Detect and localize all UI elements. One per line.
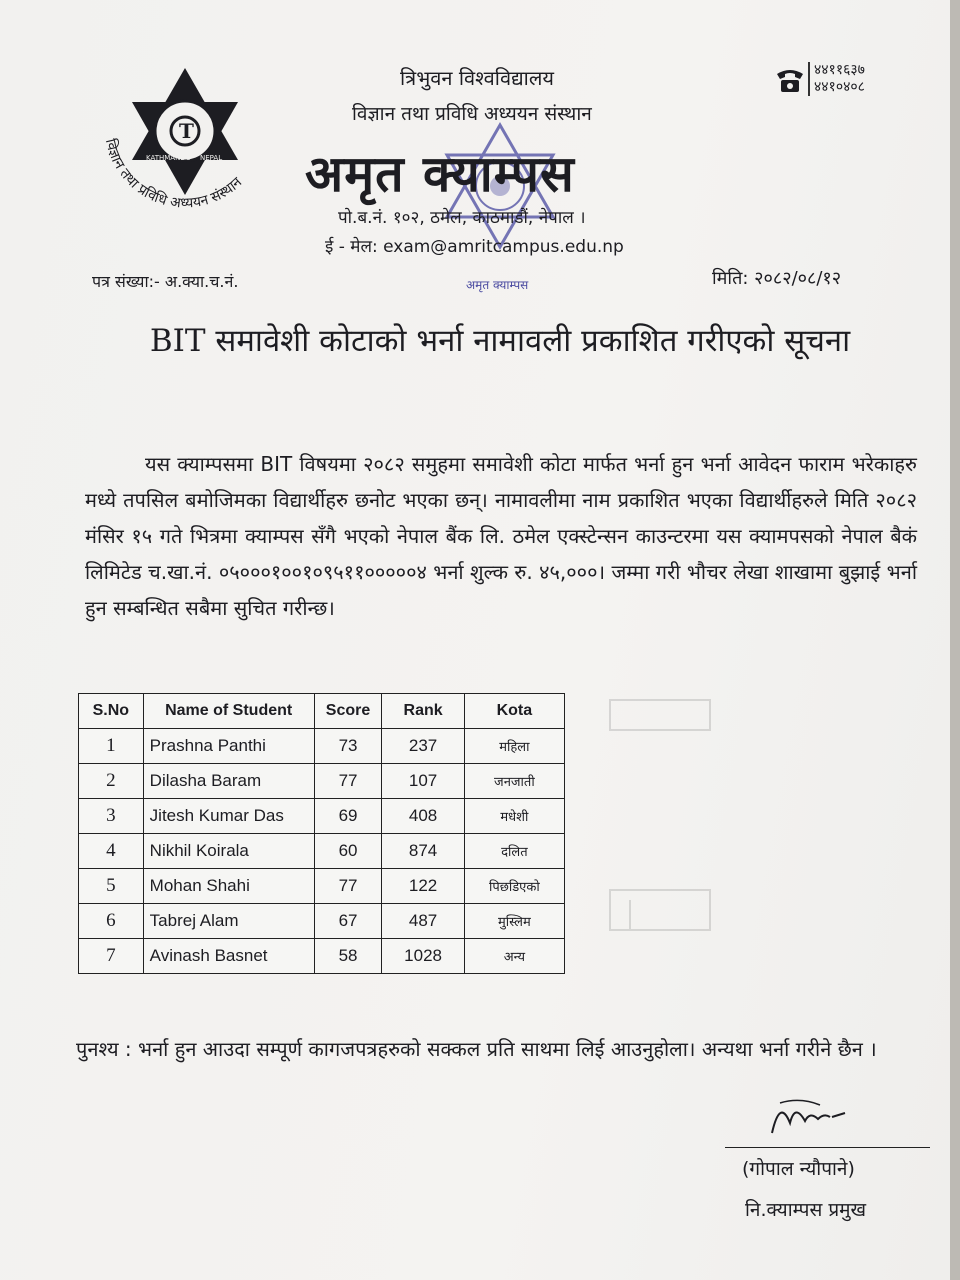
cell-sno: 7 xyxy=(79,939,144,974)
header-name: Name of Student xyxy=(143,694,314,729)
cell-score: 77 xyxy=(314,869,382,904)
cell-rank: 237 xyxy=(382,729,464,764)
institute-name: विज्ञान तथा प्रविधि अध्ययन संस्थान xyxy=(352,103,592,125)
cell-sno: 1 xyxy=(79,729,144,764)
header-score: Score xyxy=(314,694,382,729)
table-row xyxy=(79,904,565,939)
stamp-label: अमृत क्याम्पस xyxy=(466,278,529,292)
cell-score: 58 xyxy=(314,939,382,974)
cell-kota: दलित xyxy=(464,834,564,869)
header-kota: Kota xyxy=(464,694,564,729)
signatory-name: (गोपाल न्यौपाने) xyxy=(742,1158,855,1180)
cell-name: Prashna Panthi xyxy=(143,729,314,764)
cell-score: 69 xyxy=(314,799,382,834)
cell-score: 67 xyxy=(314,904,382,939)
telephone-icon xyxy=(775,66,805,94)
table-row xyxy=(79,799,565,834)
notice-title: BIT समावेशी कोटाको भर्ना नामावली प्रकाशित गरीएको सूचना xyxy=(149,323,851,359)
cell-score: 73 xyxy=(314,729,382,764)
cell-name: Nikhil Koirala xyxy=(143,834,314,869)
notice-date: मिति: २०८२/०८/१२ xyxy=(712,268,842,289)
campus-name: अमृत क्याम्पस xyxy=(305,144,575,203)
logo-nepal: NEPAL xyxy=(200,154,223,162)
cell-rank: 107 xyxy=(382,764,464,799)
cell-kota: जनजाती xyxy=(464,764,564,799)
campus-address: पो.ब.नं. १०२, ठमेल, काठमाडौं, नेपाल । xyxy=(338,208,586,228)
table-row xyxy=(79,764,565,799)
signature-line xyxy=(725,1147,930,1148)
cell-name: Mohan Shahi xyxy=(143,869,314,904)
table-header-row xyxy=(79,694,565,729)
cell-kota: अन्य xyxy=(464,939,564,974)
cell-sno: 5 xyxy=(79,869,144,904)
table-row xyxy=(79,939,565,974)
logo-letter: T xyxy=(179,119,194,143)
signature-mark xyxy=(760,1093,860,1143)
cell-rank: 874 xyxy=(382,834,464,869)
cell-rank: 487 xyxy=(382,904,464,939)
cell-rank: 1028 xyxy=(382,939,464,974)
bleed-through-marks xyxy=(600,690,720,990)
notice-paragraph: यस क्याम्पसमा BIT विषयमा २०८२ समुहमा समावेशी कोटा मार्फत भर्ना हुन भर्ना आवेदन फाराम भरेकाहरु मध्ये तपसिल बमोजिमका विद्यार्थीहरु छनोट भएका छन्। नामावलीमा नाम प्रकाशित भएका विद्यार्थीहरुले मिति २०८२ मंसिर १५ गते भित्रमा क्याम्पस सँगै भएको नेपाल बैंक लि. ठमेल एक्स्टेन्सन काउन्टरमा यस क्यामपसको नेपाल बैकं लिमिटेड च.खा.नं. ०५०००१००१०९५११०००००४ भर्ना शुल्क रु. ४५,०००। जम्मा गरी भौचर लेखा शाखामा बुझाई भर्ना हुन सम्बन्धित सबैमा सुचित गरीन्छ। xyxy=(85,452,917,620)
phone-numbers xyxy=(808,62,865,96)
selected-students-table xyxy=(78,693,565,974)
page-edge xyxy=(950,0,960,1280)
cell-sno: 3 xyxy=(79,799,144,834)
header-rank: Rank xyxy=(382,694,464,729)
cell-kota: मुस्लिम xyxy=(464,904,564,939)
cell-sno: 4 xyxy=(79,834,144,869)
postscript: पुनश्य : भर्ना हुन आउदा सम्पूर्ण कागजपत्रहरुको सक्कल प्रति साथमा लिई आउनुहोला। अन्यथा भर्ना गरीने छैन । xyxy=(76,1037,877,1061)
cell-kota: मधेशी xyxy=(464,799,564,834)
header-sno: S.No xyxy=(79,694,144,729)
signatory-title: नि.क्याम्पस प्रमुख xyxy=(745,1199,867,1221)
cell-name: Jitesh Kumar Das xyxy=(143,799,314,834)
table-row xyxy=(79,869,565,904)
table-row xyxy=(79,729,565,764)
cell-name: Tabrej Alam xyxy=(143,904,314,939)
cell-sno: 2 xyxy=(79,764,144,799)
cell-rank: 408 xyxy=(382,799,464,834)
logo-kathmandu: KATHMANDU xyxy=(146,154,191,162)
campus-email: ई - मेल: exam@amritcampus.edu.np xyxy=(325,237,624,257)
reference-number: पत्र संख्या:- अ.क्या.च.नं. xyxy=(92,272,239,291)
phone-number-2: ४४१०४०८ xyxy=(814,79,865,95)
cell-score: 60 xyxy=(314,834,382,869)
cell-name: Dilasha Baram xyxy=(143,764,314,799)
logo-arc-text: विज्ञान तथा प्रविधि अध्ययन संस्थान xyxy=(101,137,246,212)
institute-logo xyxy=(88,60,288,230)
university-name: त्रिभुवन विश्वविद्यालय xyxy=(400,66,555,90)
cell-kota: महिला xyxy=(464,729,564,764)
phone-number-1: ४४११६३७ xyxy=(814,62,865,78)
table-row xyxy=(79,834,565,869)
notice-body xyxy=(85,446,917,626)
cell-name: Avinash Basnet xyxy=(143,939,314,974)
cell-kota: पिछडिएको xyxy=(464,869,564,904)
cell-sno: 6 xyxy=(79,904,144,939)
cell-rank: 122 xyxy=(382,869,464,904)
cell-score: 77 xyxy=(314,764,382,799)
